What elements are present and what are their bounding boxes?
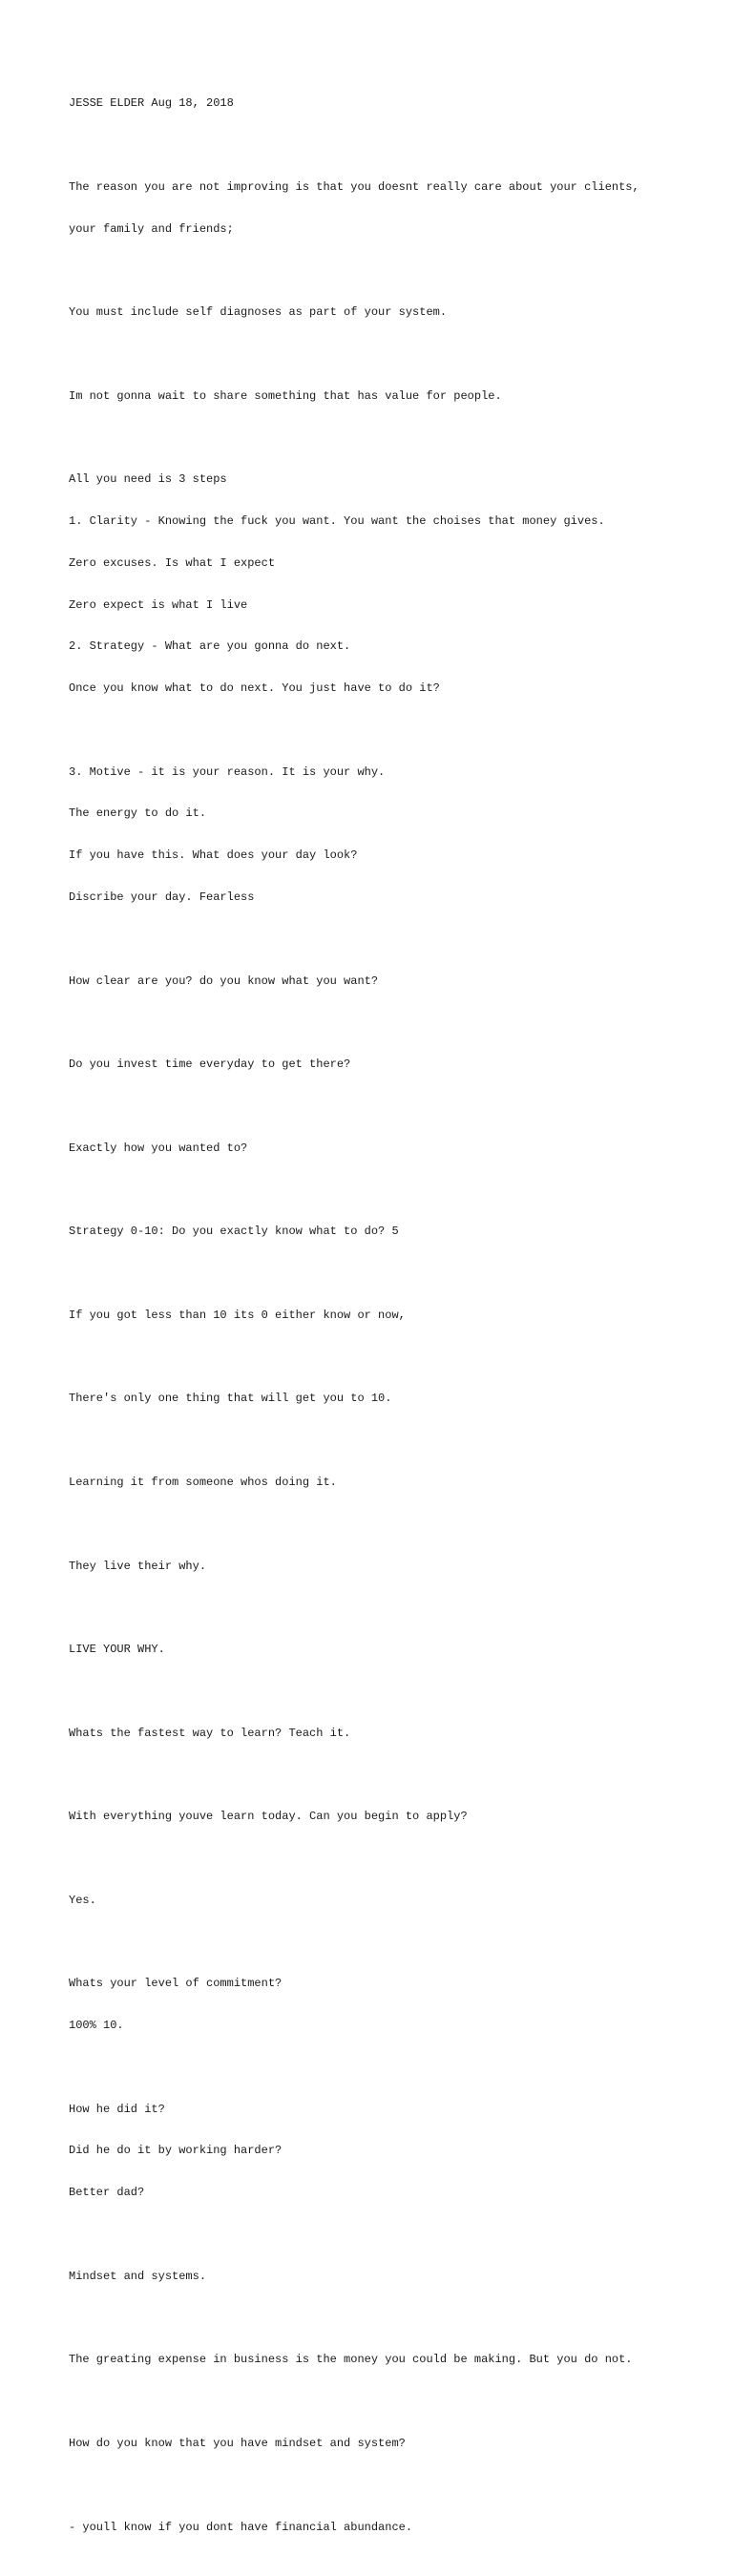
text-line: 100% 10. bbox=[69, 2019, 124, 2033]
text-line: Yes. bbox=[69, 1893, 96, 1907]
text-line: Discribe your day. Fearless bbox=[69, 890, 255, 905]
text-line: How clear are you? do you know what you want? bbox=[69, 974, 379, 988]
text-line: 2. Strategy - What are you gonna do next. bbox=[69, 639, 351, 654]
text-line: Zero excuses. Is what I expect bbox=[69, 555, 276, 570]
paragraph bbox=[69, 2075, 718, 2229]
text-line: The reason you are not improving is that you doesnt really care about your clients, bbox=[69, 179, 639, 194]
text-line: If you got less than 10 its 0 either know or now, bbox=[69, 1308, 406, 1322]
paragraph bbox=[69, 1364, 718, 1434]
text-line: - youll know if you dont have financial abundance. bbox=[69, 2520, 413, 2534]
paragraph bbox=[69, 2325, 718, 2395]
text-line: All you need is 3 steps bbox=[69, 472, 227, 487]
text-line: Did he do it by working harder? bbox=[69, 2144, 283, 2158]
paragraph bbox=[69, 1698, 718, 1768]
paragraph bbox=[69, 1615, 718, 1685]
text-line: Do you invest time everyday to get there? bbox=[69, 1058, 351, 1072]
paragraph bbox=[69, 2242, 718, 2312]
paragraph bbox=[69, 2409, 718, 2479]
paragraph bbox=[69, 1782, 718, 1852]
paragraph bbox=[69, 361, 718, 430]
text-line: 1. Clarity - Knowing the fuck you want. You want the choises that money gives. bbox=[69, 514, 605, 528]
text-line: The energy to do it. bbox=[69, 806, 207, 821]
text-line: Whats your level of commitment? bbox=[69, 1977, 283, 1991]
paragraph-steps bbox=[69, 445, 718, 723]
paragraph bbox=[69, 278, 718, 347]
text-line: They live their why. bbox=[69, 1559, 207, 1573]
paragraph bbox=[69, 1531, 718, 1601]
paragraph bbox=[69, 1114, 718, 1183]
paragraph bbox=[69, 1866, 718, 1936]
paragraph bbox=[69, 1448, 718, 1518]
text-line: Exactly how you wanted to? bbox=[69, 1141, 248, 1155]
text-line: Strategy 0-10: Do you exactly know what to do? 5 bbox=[69, 1225, 399, 1239]
paragraph bbox=[69, 1197, 718, 1267]
text-line: You must include self diagnoses as part of your system. bbox=[69, 305, 448, 320]
text-line: 3. Motive - it is your reason. It is your why. bbox=[69, 764, 386, 779]
text-line: How do you know that you have mindset and system? bbox=[69, 2436, 406, 2450]
paragraph-motive bbox=[69, 738, 718, 932]
paragraph bbox=[69, 153, 718, 264]
text-line: Im not gonna wait to share something that has value for people. bbox=[69, 388, 502, 403]
text-line: Mindset and systems. bbox=[69, 2269, 207, 2283]
paragraph bbox=[69, 946, 718, 1016]
text-line: Zero expect is what I live bbox=[69, 597, 248, 612]
paragraph bbox=[69, 1949, 718, 2061]
paragraph bbox=[69, 1030, 718, 1100]
text-line: Once you know what to do next. You just have to do it? bbox=[69, 681, 440, 696]
text-line: There's only one thing that will get you to 10. bbox=[69, 1392, 392, 1406]
text-line: If you have this. What does your day look? bbox=[69, 848, 358, 863]
document-body bbox=[69, 69, 718, 2576]
text-line: The greating expense in business is the money you could be making. But you do not. bbox=[69, 2353, 633, 2367]
paragraph bbox=[69, 1281, 718, 1351]
text-line: your family and friends; bbox=[69, 221, 234, 236]
text-line: LIVE YOUR WHY. bbox=[69, 1643, 165, 1657]
text-line: Learning it from someone whos doing it. bbox=[69, 1475, 337, 1489]
text-line: How he did it? bbox=[69, 2102, 165, 2116]
paragraph bbox=[69, 2492, 718, 2562]
paragraph-header bbox=[69, 69, 718, 138]
text-line: Whats the fastest way to learn? Teach it. bbox=[69, 1726, 351, 1740]
text-line: Better dad? bbox=[69, 2186, 145, 2200]
text-line: JESSE ELDER Aug 18, 2018 bbox=[69, 96, 234, 111]
text-line: With everything youve learn today. Can you begin to apply? bbox=[69, 1810, 468, 1824]
